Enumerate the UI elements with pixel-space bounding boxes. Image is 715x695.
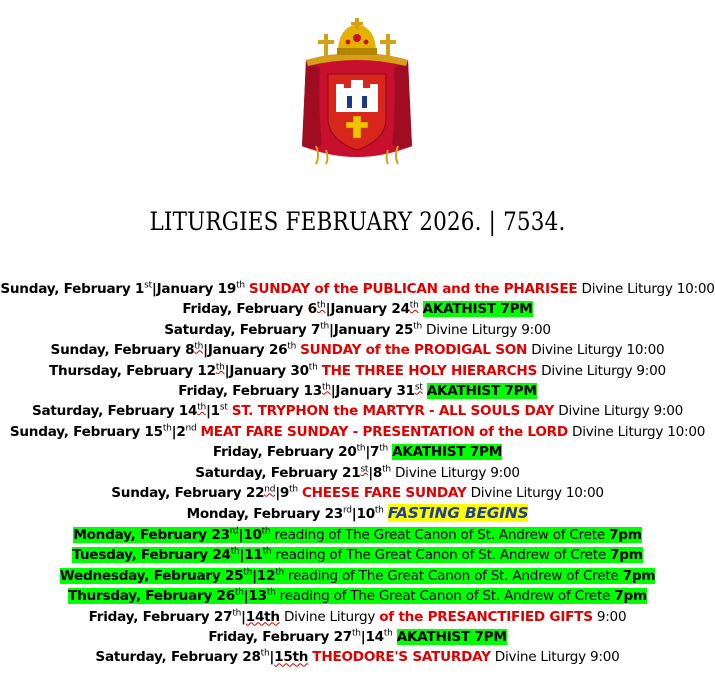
service-text: Divine Liturgy 9:00 xyxy=(494,649,620,666)
canon-text: reading of The Great Canon of St. Andrew of Crete xyxy=(288,567,619,584)
date-separator: | xyxy=(238,526,244,543)
date-ordinal: th xyxy=(232,607,242,618)
canon-time: 7pm xyxy=(622,567,656,584)
canon-text: reading of The Great Canon of St. Andrew of Crete xyxy=(279,588,611,605)
schedule-row xyxy=(0,381,715,401)
schedule-row xyxy=(0,279,715,299)
date-ordinal: th xyxy=(194,341,204,352)
julian-date: January 30 xyxy=(229,362,309,379)
julian-ordinal: th xyxy=(409,300,419,311)
service-text: Divine Liturgy 9:00 xyxy=(541,362,666,379)
schedule-row xyxy=(0,320,715,340)
schedule-row xyxy=(0,442,715,462)
schedule-row xyxy=(0,627,715,647)
schedule-row xyxy=(0,525,715,545)
julian-ordinal: th xyxy=(379,443,388,454)
gregorian-date: Sunday, February 8 xyxy=(50,342,195,359)
julian-ordinal: th xyxy=(236,280,245,291)
gregorian-date: Saturday, February 21 xyxy=(195,464,361,481)
date-ordinal: st xyxy=(144,280,152,291)
julian-ordinal: th xyxy=(275,567,284,578)
schedule-row xyxy=(0,647,715,667)
canon-text: reading of The Great Canon of St. Andrew of Crete xyxy=(274,526,605,543)
julian-ordinal: st xyxy=(219,402,228,413)
date-ordinal: th xyxy=(316,300,326,311)
date-separator: | xyxy=(239,547,245,564)
julian-ordinal: th xyxy=(266,587,276,598)
feast-name: THE THREE HOLY HIERARCHS xyxy=(321,362,538,379)
service-text: Divine Liturgy 10:00 xyxy=(470,485,604,502)
row-highlight xyxy=(73,527,641,543)
date-ordinal: rd xyxy=(343,505,352,516)
service-text: Divine Liturgy xyxy=(283,608,376,625)
date-separator: | xyxy=(243,588,249,605)
julian-ordinal: th xyxy=(374,505,384,516)
date-ordinal: th xyxy=(356,443,366,454)
julian-ordinal: th xyxy=(308,362,318,373)
julian-date: 13 xyxy=(248,588,267,605)
canon-time: 7pm xyxy=(610,547,643,564)
gregorian-date: Monday, February 23 xyxy=(73,526,230,543)
page-title: LITURGIES FEBRUARY 2026. | 7534. xyxy=(149,207,566,236)
julian-date: 12 xyxy=(256,567,276,584)
schedule-row xyxy=(0,607,715,627)
julian-date: January 26 xyxy=(207,342,288,359)
service-text: Divine Liturgy 9:00 xyxy=(425,321,551,338)
julian-ordinal: nd xyxy=(185,423,197,434)
date-ordinal: th xyxy=(215,362,225,373)
julian-date: 8 xyxy=(372,464,383,481)
schedule-row xyxy=(0,340,715,360)
gregorian-date: Sunday, February 15 xyxy=(9,423,163,440)
schedule-list xyxy=(0,279,715,668)
julian-date: 14th xyxy=(245,608,280,625)
date-separator: | xyxy=(325,301,331,318)
feast-name: MEAT FARE SUNDAY - PRESENTATION of the LORD xyxy=(200,423,568,440)
date-separator: | xyxy=(171,423,177,440)
date-ordinal: th xyxy=(320,321,329,332)
service-text: Divine Liturgy 9:00 xyxy=(558,403,684,420)
julian-ordinal: th xyxy=(383,628,393,639)
date-separator: | xyxy=(205,403,211,420)
schedule-row xyxy=(0,566,715,586)
feast-name: SUNDAY of the PUBLICAN and the PHARISEE xyxy=(248,281,578,297)
gregorian-date: Wednesday, February 25 xyxy=(59,567,244,584)
date-separator: | xyxy=(269,649,275,666)
fasting-label: FASTING BEGINS xyxy=(387,504,529,523)
julian-date: 7 xyxy=(370,444,380,461)
gregorian-date: Thursday, February 26 xyxy=(68,588,235,605)
feast-name: ST. TRYPHON the MARTYR - ALL SOULS DAY xyxy=(231,403,555,420)
date-ordinal: rd xyxy=(229,526,239,537)
julian-ordinal: st xyxy=(414,382,423,393)
julian-date: January 31 xyxy=(335,383,415,400)
julian-date: 10 xyxy=(243,526,262,543)
akathist-label: AKATHIST 7PM xyxy=(426,383,537,400)
date-ordinal: th xyxy=(243,567,253,578)
date-separator: | xyxy=(351,506,357,523)
date-ordinal: th xyxy=(230,546,240,557)
feast-name: THEODORE'S SATURDAY xyxy=(312,649,491,666)
date-separator: | xyxy=(330,383,336,400)
date-separator: | xyxy=(275,485,280,502)
feast-name: CHEESE FARE SUNDAY xyxy=(301,485,467,502)
date-ordinal: th xyxy=(197,402,206,413)
date-ordinal: th xyxy=(321,382,331,393)
date-separator: | xyxy=(368,464,373,481)
date-ordinal: th xyxy=(162,423,172,434)
julian-date: 11 xyxy=(244,547,263,564)
date-ordinal: nd xyxy=(264,484,276,495)
coat-of-arms-icon xyxy=(296,18,418,168)
gregorian-date: Friday, February 13 xyxy=(178,383,322,400)
row-highlight xyxy=(60,568,655,584)
service-text: 9:00 xyxy=(596,608,627,625)
schedule-row xyxy=(0,483,715,503)
gregorian-date: Saturday, February 28 xyxy=(95,649,261,666)
gregorian-date: Saturday, February 14 xyxy=(31,403,198,420)
date-separator: | xyxy=(241,608,246,625)
schedule-row xyxy=(0,463,715,483)
canon-time: 7pm xyxy=(614,588,647,605)
akathist-label: AKATHIST 7PM xyxy=(392,444,503,461)
julian-date: 1 xyxy=(210,403,220,420)
date-separator: | xyxy=(365,444,371,461)
gregorian-date: Monday, February 23 xyxy=(186,506,343,523)
canon-text: reading of The Great Canon of St. Andrew of Crete xyxy=(275,547,606,564)
date-separator: | xyxy=(328,321,334,338)
julian-date: 9 xyxy=(279,485,290,502)
gregorian-date: Friday, February 27 xyxy=(208,628,352,645)
gregorian-date: Saturday, February 7 xyxy=(164,321,321,338)
julian-ordinal: th xyxy=(413,321,422,332)
julian-date: January 24 xyxy=(330,301,410,318)
canon-time: 7pm xyxy=(609,526,642,543)
feast-name: of the PRESANCTIFIED GIFTS xyxy=(379,608,593,625)
julian-ordinal: th xyxy=(261,526,271,537)
julian-date: 15th xyxy=(274,649,309,666)
date-separator: | xyxy=(360,628,366,645)
schedule-row xyxy=(0,586,715,606)
schedule-row xyxy=(0,299,715,319)
date-ordinal: th xyxy=(234,587,244,598)
gregorian-date: Friday, February 20 xyxy=(212,444,357,461)
date-separator: | xyxy=(224,362,230,379)
akathist-label: AKATHIST 7PM xyxy=(422,301,533,318)
date-separator: | xyxy=(151,281,157,297)
date-ordinal: st xyxy=(360,464,369,475)
julian-date: 14 xyxy=(365,628,384,645)
schedule-row xyxy=(0,361,715,381)
service-text: Divine Liturgy 10:00 xyxy=(581,281,715,297)
schedule-row xyxy=(0,422,715,442)
julian-date: 10 xyxy=(356,506,375,523)
gregorian-date: Sunday, February 22 xyxy=(111,485,265,502)
feast-name: SUNDAY of the PRODIGAL SON xyxy=(300,342,528,359)
date-separator: | xyxy=(203,342,208,359)
julian-date: 2 xyxy=(176,423,186,440)
date-ordinal: th xyxy=(260,648,270,659)
julian-date: January 19 xyxy=(156,281,237,297)
julian-ordinal: th xyxy=(382,464,391,475)
service-text: Divine Liturgy 9:00 xyxy=(394,464,520,481)
gregorian-date: Thursday, February 12 xyxy=(49,362,216,379)
julian-ordinal: th xyxy=(289,484,298,495)
service-text: Divine Liturgy 10:00 xyxy=(571,423,706,440)
julian-date: January 25 xyxy=(333,321,414,338)
service-text: Divine Liturgy 10:00 xyxy=(531,342,665,359)
row-highlight xyxy=(72,547,642,563)
gregorian-date: Sunday, February 1 xyxy=(0,281,145,297)
schedule-row xyxy=(0,503,715,524)
date-ordinal: th xyxy=(352,628,361,639)
gregorian-date: Tuesday, February 24 xyxy=(72,547,231,564)
row-highlight xyxy=(68,588,647,604)
julian-ordinal: th xyxy=(262,546,272,557)
date-separator: | xyxy=(252,567,257,584)
schedule-row xyxy=(0,545,715,565)
akathist-label: AKATHIST 7PM xyxy=(396,628,507,645)
julian-ordinal: th xyxy=(287,341,297,352)
gregorian-date: Friday, February 6 xyxy=(182,301,317,318)
gregorian-date: Friday, February 27 xyxy=(88,608,233,625)
schedule-row xyxy=(0,401,715,421)
